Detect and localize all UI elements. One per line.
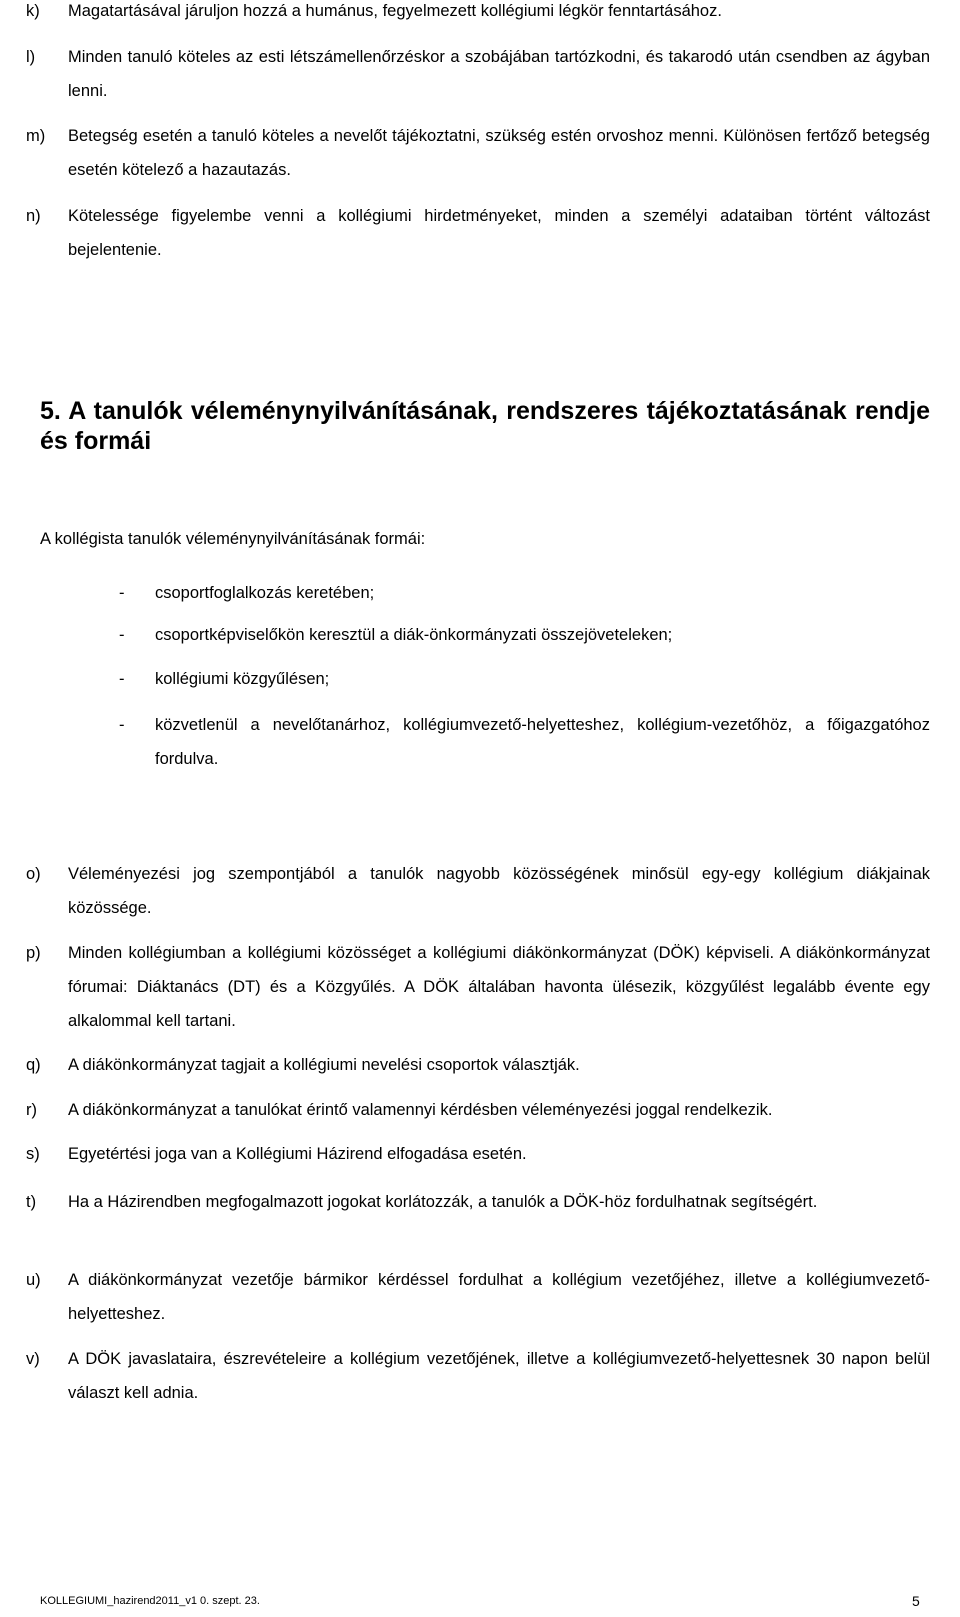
bullet-text: közvetlenül a nevelőtanárhoz, kollégiumvezető-helyetteshez, kollégium-vezetőhöz, a főigazgatóhoz fordulva. — [155, 716, 930, 768]
list-item-v — [26, 1342, 930, 1410]
list-item-s — [26, 1137, 930, 1171]
item-label: l) — [26, 48, 36, 66]
bullet-dash: - — [119, 716, 125, 734]
list-item-p — [26, 936, 930, 1038]
item-label: s) — [26, 1145, 40, 1163]
item-label: q) — [26, 1056, 41, 1074]
item-text: Magatartásával járuljon hozzá a humánus, fegyelmezett kollégiumi légkör fenntartásához. — [68, 2, 722, 20]
item-text: Véleményezési jog szempontjából a tanulók nagyobb közösségének minősül egy-egy kollégium diákjainak közössége. — [68, 865, 930, 917]
list-item-q — [26, 1048, 930, 1082]
item-label: o) — [26, 865, 41, 883]
item-text: Betegség esetén a tanuló köteles a nevelőt tájékoztatni, szükség estén orvoshoz menni. Különösen fertőző betegség esetén kötelező a hazautazás. — [68, 127, 930, 179]
list-item-n — [26, 199, 930, 267]
item-label: n) — [26, 207, 41, 225]
item-text: A diákönkormányzat vezetője bármikor kérdéssel fordulhat a kollégium vezetőjéhez, illetve a kollégiumvezető-helyetteshez. — [68, 1271, 930, 1323]
list-item-m — [26, 119, 930, 187]
list-item-l — [26, 40, 930, 108]
item-text: A diákönkormányzat tagjait a kollégiumi nevelési csoportok választják. — [68, 1056, 580, 1074]
intro-text: A kollégista tanulók véleménynyilvánításának formái: — [40, 530, 426, 548]
item-text: Ha a Házirendben megfogalmazott jogokat korlátozzák, a tanulók a DÖK-höz fordulhatnak segítségért. — [68, 1193, 818, 1211]
item-label: u) — [26, 1271, 41, 1289]
list-item-k — [26, 0, 930, 28]
item-text: Kötelessége figyelembe venni a kollégiumi hirdetményeket, minden a személyi adataiban történt változást bejelentenie. — [68, 207, 930, 259]
item-label: m) — [26, 127, 46, 145]
bullet-text: csoportképviselőkön keresztül a diák-önkormányzati összejöveteleken; — [155, 626, 673, 644]
item-text: Egyetértési joga van a Kollégiumi Házirend elfogadása esetén. — [68, 1145, 527, 1163]
bullet-item — [119, 618, 930, 652]
section-heading: 5. A tanulók véleménynyilvánításának, rendszeres tájékoztatásának rendje és formái — [40, 397, 930, 455]
bullet-dash: - — [119, 626, 125, 644]
bullet-item — [119, 708, 930, 776]
item-label: p) — [26, 944, 41, 962]
footer-page-number: 5 — [912, 1593, 920, 1609]
item-text: Minden tanuló köteles az esti létszámellenőrzéskor a szobájában tartózkodni, és takarodó után csendben az ágyban lenni. — [68, 48, 930, 100]
bullet-dash: - — [119, 670, 125, 688]
list-item-t — [26, 1185, 930, 1219]
bullet-text: kollégiumi közgyűlésen; — [155, 670, 330, 688]
item-label: v) — [26, 1350, 40, 1368]
item-label: k) — [26, 2, 40, 20]
bullet-item — [119, 576, 930, 610]
bullet-text: csoportfoglalkozás keretében; — [155, 584, 375, 602]
list-item-r — [26, 1093, 930, 1127]
footer-document-name: KOLLEGIUMI_hazirend2011_v1 0. szept. 23. — [40, 1595, 260, 1607]
list-item-u — [26, 1263, 930, 1331]
bullet-item — [119, 662, 930, 696]
bullet-dash: - — [119, 584, 125, 602]
item-text: A DÖK javaslataira, észrevételeire a kollégium vezetőjének, illetve a kollégiumvezető-helyettesnek 30 napon belül választ kell adnia. — [68, 1350, 930, 1402]
item-text: A diákönkormányzat a tanulókat érintő valamennyi kérdésben véleményezési joggal rendelkezik. — [68, 1101, 773, 1119]
list-item-o — [26, 857, 930, 925]
item-label: t) — [26, 1193, 37, 1211]
item-label: r) — [26, 1101, 37, 1119]
item-text: Minden kollégiumban a kollégiumi közösséget a kollégiumi diákönkormányzat (DÖK) képviseli. A diákönkormányzat fórumai: Diáktanács (DT) és a Közgyűlés. A DÖK általában havonta ülésezik, közgyűlést legalább évente egy alkalommal kell tartani. — [68, 944, 930, 1030]
